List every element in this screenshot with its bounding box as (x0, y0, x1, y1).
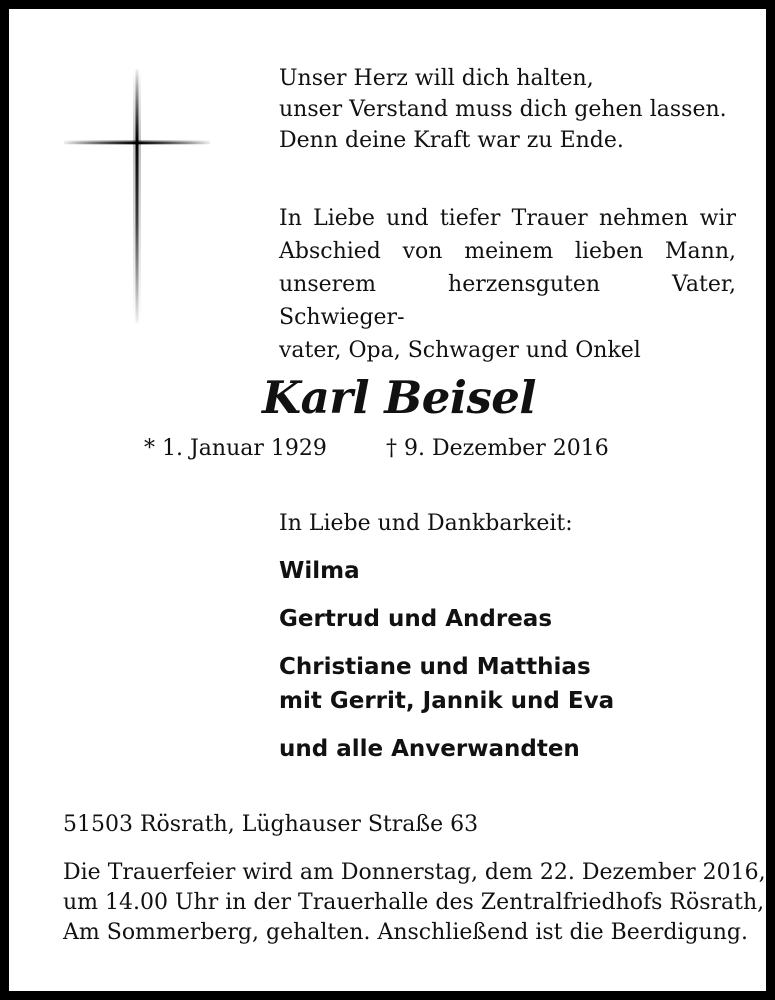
announcement-line: unserem herzensguten Vater, Schwieger- (279, 272, 736, 330)
poem (279, 63, 734, 156)
mourner-name: und alle Anverwandten (279, 736, 580, 762)
announcement-line: Abschied von meinem lieben Mann, (279, 239, 736, 264)
ceremony-line: Die Trauerfeier wird am Donnerstag, dem 22. Dezember 2016, (63, 860, 766, 885)
cross-icon (64, 69, 210, 323)
announcement-text (279, 202, 736, 367)
mourner-name: Christiane und Matthias (279, 654, 591, 680)
ceremony-line: um 14.00 Uhr in der Trauerhalle des Zentralfriedhofs Rösrath, (63, 890, 765, 915)
ceremony-info (63, 858, 766, 948)
deceased-name: Karl Beisel (261, 371, 537, 424)
death-date: † 9. Dezember 2016 (386, 436, 609, 461)
mourners-list (279, 554, 739, 766)
announcement-line: vater, Opa, Schwager und Onkel (279, 338, 641, 363)
mourner-group (279, 650, 739, 718)
mourner-group (279, 554, 739, 588)
address: 51503 Rösrath, Lüghauser Straße 63 (63, 812, 479, 837)
poem-line: unser Verstand muss dich gehen lassen. (279, 97, 727, 122)
mourner-group (279, 602, 739, 636)
announcement-line: In Liebe und tiefer Trauer nehmen wir (279, 206, 736, 231)
birth-date: * 1. Januar 1929 (144, 436, 327, 461)
poem-line: Denn deine Kraft war zu Ende. (279, 128, 624, 153)
mourner-name: Wilma (279, 558, 360, 584)
mourner-name: mit Gerrit, Jannik und Eva (279, 688, 615, 714)
mourner-name: Gertrud und Andreas (279, 606, 553, 632)
mourners-intro: In Liebe und Dankbarkeit: (279, 511, 573, 536)
ceremony-line: Am Sommerberg, gehalten. Anschließend ist die Beerdigung. (63, 920, 748, 945)
poem-line: Unser Herz will dich halten, (279, 66, 594, 91)
mourner-group (279, 732, 739, 766)
